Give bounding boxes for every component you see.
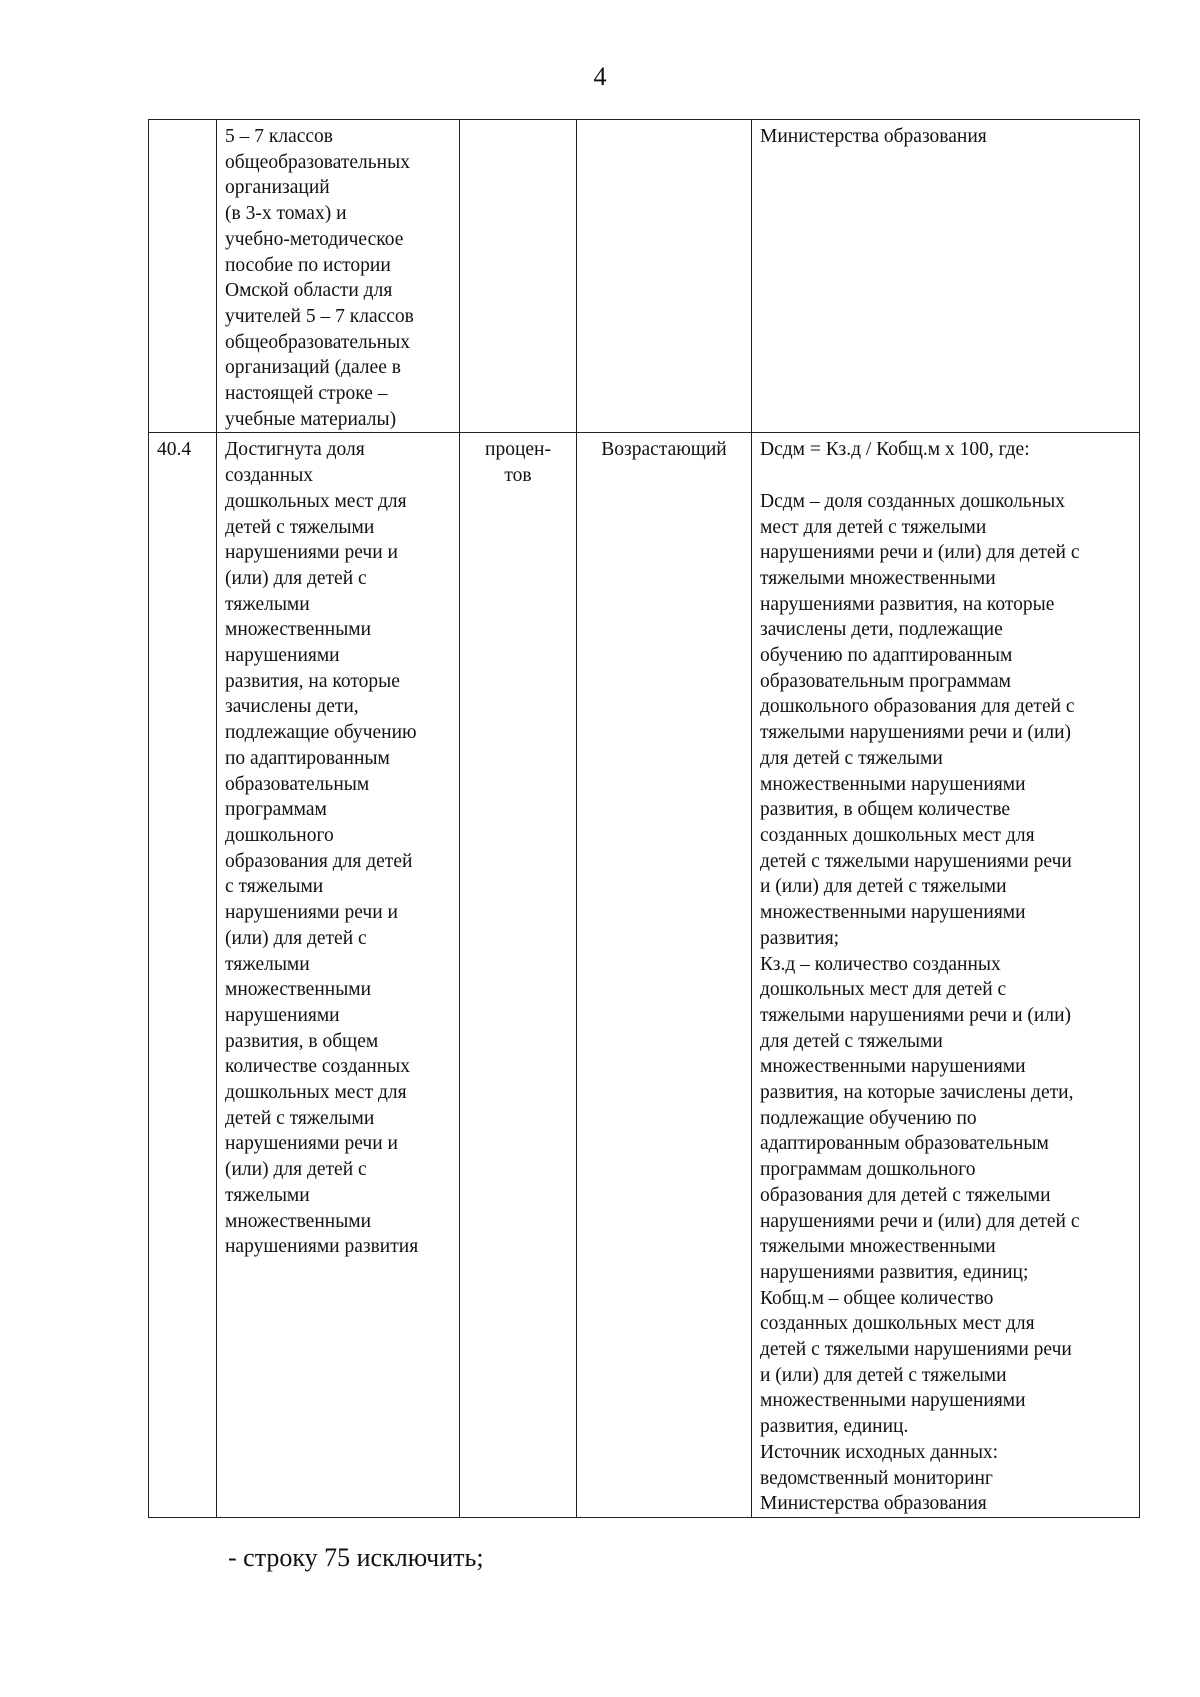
text-line: программам (225, 799, 327, 821)
text-line: с тяжелыми (225, 876, 324, 898)
text-line: дошкольных мест для (225, 1082, 407, 1104)
text-line: созданных дошкольных мест для (760, 1313, 1035, 1335)
text-line: нарушениями речи и (225, 902, 398, 924)
text-line: (или) для детей с (225, 567, 367, 589)
page-number: 4 (593, 62, 607, 91)
text-line: тяжелыми (225, 593, 310, 615)
text-line: (или) для детей с (225, 927, 367, 949)
indicator-table (148, 119, 1140, 1518)
text-line: Министерства образования (760, 1493, 987, 1515)
indicator-name-cell (217, 433, 460, 1518)
text-line: (или) для детей с (225, 1159, 367, 1181)
text-line: организаций (далее в (225, 357, 401, 379)
text-line: Омской области для (225, 280, 393, 302)
trend-cell (577, 120, 752, 433)
text-line: Министерства образования (760, 126, 987, 147)
text-line: тяжелыми множественными (760, 1236, 996, 1258)
text-line: общеобразовательных (225, 331, 410, 353)
text-line: множественными нарушениями (760, 1390, 1026, 1412)
text-line: множественными (225, 619, 372, 641)
text-line: множественными (225, 1210, 372, 1232)
text-line: ведомственный мониторинг (760, 1467, 993, 1489)
text-line: нарушениями развития, на которые (760, 593, 1055, 615)
text-line: Достигнута доля (225, 439, 365, 461)
text-line: образовательным программам (760, 670, 1011, 692)
text-line: учебно-методическое (225, 228, 404, 250)
text-line: множественными (225, 979, 372, 1001)
text-line: организаций (225, 177, 330, 199)
footer-note: - строку 75 исключить; (228, 1543, 484, 1572)
text-line: множественными нарушениями (760, 902, 1026, 924)
text-line: нарушениями речи и (225, 1133, 398, 1155)
text-line: множественными нарушениями (760, 1056, 1026, 1078)
text-line: адаптированным образовательным (760, 1133, 1049, 1155)
text-line: развития, единиц. (760, 1416, 909, 1438)
text-line: общеобразовательных (225, 151, 410, 173)
text-line: и (или) для детей с тяжелыми (760, 876, 1007, 898)
text-line: настоящей строке – (225, 383, 388, 405)
text-line: процен- (485, 439, 551, 461)
trend-cell: Возрастающий (577, 433, 752, 1518)
text-line (760, 463, 1131, 489)
text-line: мест для детей с тяжелыми (760, 516, 987, 538)
text-line: нарушениями речи и (225, 542, 398, 564)
text-line: Dсдм = Кз.д / Кобщ.м x 100, где: (760, 439, 1030, 461)
text-line: тяжелыми нарушениями речи и (или) (760, 722, 1072, 744)
text-line: развития, на которые (225, 670, 400, 692)
text-line: тяжелыми множественными (760, 567, 996, 589)
text-line: тяжелыми нарушениями речи и (или) (760, 1004, 1072, 1026)
text-line: множественными нарушениями (760, 773, 1026, 795)
method-cell (752, 120, 1140, 433)
indicator-name-cell (217, 120, 460, 433)
text-line: подлежащие обучению по (760, 1107, 977, 1129)
text-line: созданных (225, 465, 314, 487)
text-line: нарушениями речи и (или) для детей с (760, 542, 1080, 564)
text-line: образования для детей с тяжелыми (760, 1184, 1051, 1206)
text-line: и (или) для детей с тяжелыми (760, 1364, 1007, 1386)
row-number-cell (149, 120, 217, 433)
unit-cell (460, 433, 577, 1518)
text-line: Кз.д – количество созданных (760, 953, 1001, 975)
text-line: обучению по адаптированным (760, 645, 1013, 667)
text-line: по адаптированным (225, 747, 390, 769)
text-line: учебные материалы) (225, 408, 397, 430)
text-line: образования для детей (225, 850, 413, 872)
text-line: дошкольного (225, 824, 334, 846)
text-line: созданных дошкольных мест для (760, 824, 1035, 846)
text-line: программам дошкольного (760, 1159, 976, 1181)
text-line: зачислены дети, подлежащие (760, 619, 1003, 641)
text-line: тов (504, 465, 532, 487)
text-line: тяжелыми (225, 1184, 310, 1206)
text-line: развития, в общем количестве (760, 799, 1011, 821)
text-line: для детей с тяжелыми (760, 747, 943, 769)
text-line: дошкольных мест для (225, 490, 407, 512)
text-line: нарушениями развития, единиц; (760, 1261, 1029, 1283)
text-line: детей с тяжелыми нарушениями речи (760, 850, 1072, 872)
text-line: тяжелыми (225, 953, 310, 975)
text-line: нарушениями (225, 645, 340, 667)
text-line: детей с тяжелыми (225, 1107, 375, 1129)
text-line: дошкольных мест для детей с (760, 979, 1007, 1001)
text-line: для детей с тяжелыми (760, 1030, 943, 1052)
unit-cell (460, 120, 577, 433)
text-line: нарушениями развития (225, 1236, 419, 1258)
text-line: Кобщ.м – общее количество (760, 1287, 994, 1309)
text-line: нарушениями речи и (или) для детей с (760, 1210, 1080, 1232)
text-line: зачислены дети, (225, 696, 359, 718)
text-line: 5 – 7 классов (225, 126, 334, 147)
table-row (149, 433, 1140, 1518)
text-line: детей с тяжелыми нарушениями речи (760, 1339, 1072, 1361)
text-line: учителей 5 – 7 классов (225, 305, 414, 327)
text-line: пособие по истории (225, 254, 391, 276)
text-line: подлежащие обучению (225, 722, 417, 744)
method-cell (752, 433, 1140, 1518)
text-line: развития, в общем (225, 1030, 379, 1052)
text-line: детей с тяжелыми (225, 516, 375, 538)
text-line: Источник исходных данных: (760, 1441, 999, 1463)
text-line: количестве созданных (225, 1056, 410, 1078)
row-number-cell: 40.4 (149, 433, 217, 1518)
text-line: образовательным (225, 773, 370, 795)
text-line: нарушениями (225, 1004, 340, 1026)
text-line: развития; (760, 927, 840, 949)
text-line: развития, на которые зачислены дети, (760, 1082, 1074, 1104)
text-line: Dсдм – доля созданных дошкольных (760, 490, 1065, 512)
text-line: (в 3-х томах) и (225, 203, 347, 225)
table-row (149, 120, 1140, 433)
text-line: дошкольного образования для детей с (760, 696, 1075, 718)
